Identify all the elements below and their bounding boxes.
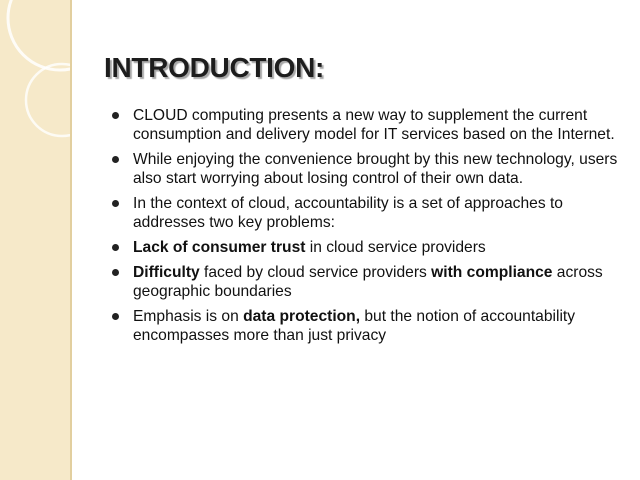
bullet-item xyxy=(112,106,622,144)
bullet-list xyxy=(112,106,622,351)
bullet-emphasis-text: data protection, xyxy=(243,308,361,325)
bullet-text: faced by cloud service providers xyxy=(199,264,432,281)
bullet-emphasis-text: Lack of consumer trust xyxy=(133,239,306,256)
bullet-text: CLOUD computing presents a new way to supplement the current consumption and delivery model for IT services based on the Internet. xyxy=(133,107,615,143)
bullet-text: in cloud service providers xyxy=(305,239,486,256)
bullet-dot-icon xyxy=(112,313,119,320)
bullet-emphasis-text: Difficulty xyxy=(133,264,200,281)
bullet-text: In the context of cloud, accountability is a set of approaches to addresses two key problems: xyxy=(133,195,563,231)
bullet-text: While enjoying the convenience brought by this new technology, users also start worrying about losing control of their own data. xyxy=(133,151,618,187)
bullet-dot-icon xyxy=(112,156,119,163)
bullet-dot-icon xyxy=(112,112,119,119)
bullet-item xyxy=(112,150,622,188)
bullet-item xyxy=(112,307,622,345)
bullet-dot-icon xyxy=(112,244,119,251)
bullet-text: across geographic boundaries xyxy=(133,264,603,300)
bullet-emphasis-text: with compliance xyxy=(431,264,553,281)
slide-title: INTRODUCTION: xyxy=(104,52,325,83)
bullet-item xyxy=(112,263,622,301)
bullet-dot-icon xyxy=(112,269,119,276)
bullet-text: Emphasis is on xyxy=(133,308,244,325)
bullet-text: but the notion of accountability encompasses more than just privacy xyxy=(133,308,576,344)
bullet-item xyxy=(112,238,622,257)
bullet-item xyxy=(112,194,622,232)
decorative-circles-graphic xyxy=(0,0,70,480)
decorative-circle-large xyxy=(8,0,70,70)
decorative-side-band xyxy=(0,0,72,480)
bullet-dot-icon xyxy=(112,200,119,207)
decorative-circle-small xyxy=(26,64,70,136)
